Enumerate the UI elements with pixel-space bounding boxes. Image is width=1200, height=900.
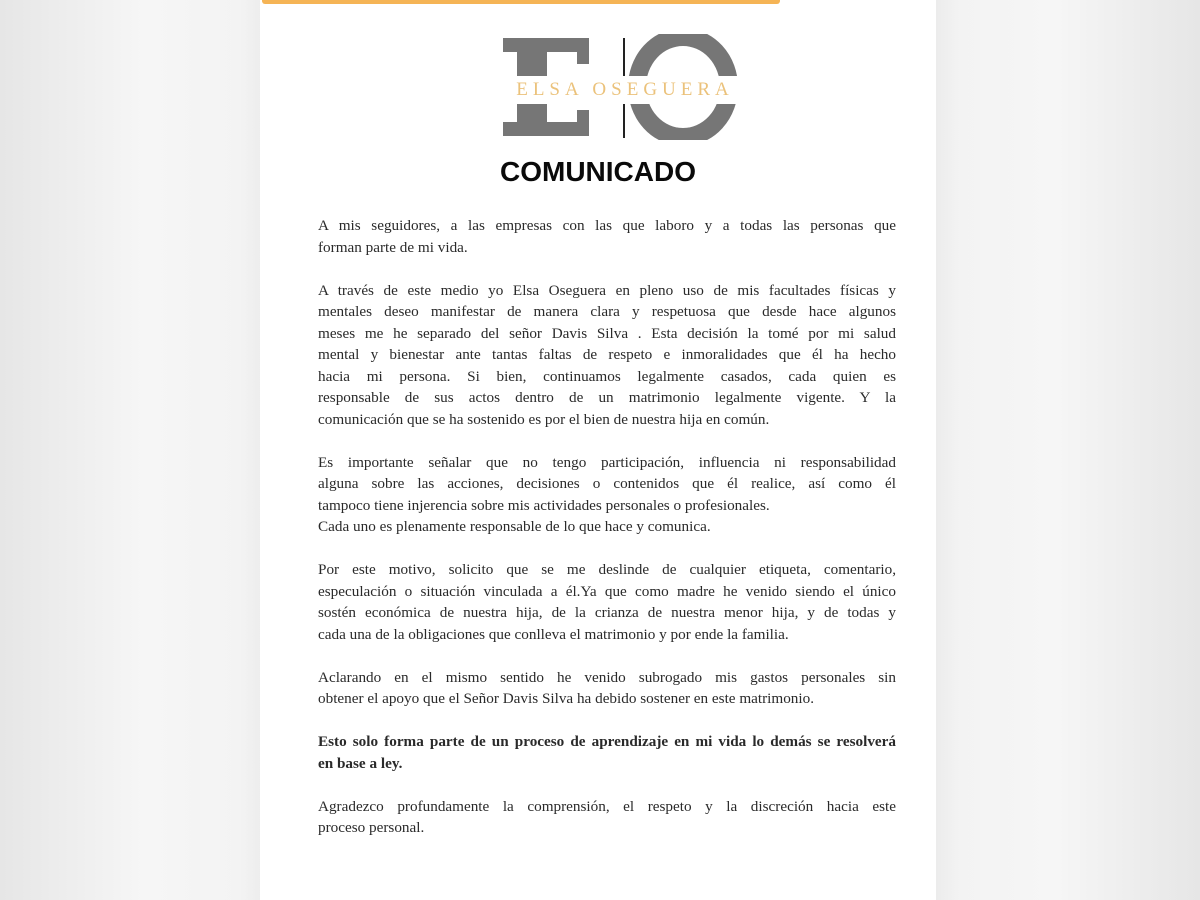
- text-line: Cada uno es plenamente responsable de lo que hace y comunica.: [318, 518, 711, 535]
- text-line: alguna sobre las acciones, decisiones o contenidos que él realice, así como él: [318, 475, 896, 492]
- paragraph: [318, 280, 896, 431]
- paragraph: [318, 559, 896, 645]
- text-line: cada una de la obligaciones que conlleva el matrimonio y por ende la familia.: [318, 625, 789, 643]
- paragraph: [318, 452, 896, 538]
- text-line: Aclarando en el mismo sentido he venido subrogado mis gastos personales sin: [318, 668, 896, 686]
- paragraph: [318, 731, 896, 774]
- text-line: proceso personal.: [318, 819, 425, 836]
- paragraph: [318, 215, 896, 258]
- document-body: [318, 215, 896, 860]
- text-line: Por este motivo, solicito que se me deslinde de cualquier etiqueta, comentario,: [318, 561, 896, 578]
- text-line: mentales deseo manifestar de manera clara y respetuosa que desde hace algunos: [318, 303, 896, 320]
- paragraph: [318, 667, 896, 710]
- text-line: obtener el apoyo que el Señor Davis Silva ha debido sostener en este matrimonio.: [318, 690, 814, 707]
- text-line: meses me he separado del señor Davis Silva . Esta decisión la tomé por mi salud: [318, 324, 896, 342]
- text-line: forman parte de mi vida.: [318, 238, 468, 256]
- text-line: comunicación que se ha sostenido es por el bien de nuestra hija en común.: [318, 410, 770, 428]
- text-line: sostén económica de nuestra hija, de la crianza de nuestra menor hija, y de todas y: [318, 604, 896, 621]
- text-line: Es importante señalar que no tengo participación, influencia ni responsabilidad: [318, 453, 896, 471]
- logo-name: ELSA OSEGUERA: [516, 79, 734, 100]
- text-line: Esto solo forma parte de un proceso de aprendizaje en mi vida lo demás se resolverá: [318, 733, 896, 750]
- text-line: hacia mi persona. Si bien, continuamos legalmente casados, cada quien es: [318, 367, 896, 385]
- text-line: especulación o situación vinculada a él.Ya que como madre he venido siendo el único: [318, 582, 896, 600]
- text-line: A mis seguidores, a las empresas con las que laboro y a todas las personas que: [318, 217, 896, 234]
- paragraph: [318, 796, 896, 839]
- text-line: Agradezco profundamente la comprensión, el respeto y la discreción hacia este: [318, 797, 896, 815]
- logo: [475, 34, 775, 140]
- text-line: mental y bienestar ante tantas faltas de respeto e inmoralidades que él ha hecho: [318, 346, 896, 363]
- text-line: tampoco tiene injerencia sobre mis actividades personales o profesionales.: [318, 496, 770, 514]
- document-title: COMUNICADO: [500, 156, 696, 187]
- text-line: responsable de sus actos dentro de un matrimonio legalmente vigente. Y la: [318, 389, 896, 406]
- accent-bar: [262, 0, 780, 4]
- document-page: [260, 0, 936, 900]
- text-line: A través de este medio yo Elsa Oseguera en pleno uso de mis facultades físicas y: [318, 281, 896, 299]
- text-line: en base a ley.: [318, 754, 403, 772]
